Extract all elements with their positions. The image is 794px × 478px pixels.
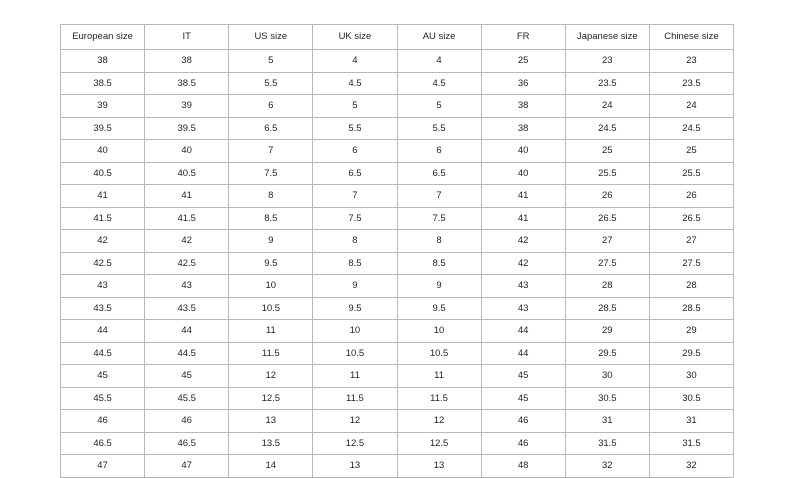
table-cell: 4.5 bbox=[397, 72, 481, 95]
table-cell: 41 bbox=[481, 185, 565, 208]
table-cell: 26.5 bbox=[649, 207, 733, 230]
table-cell: 40 bbox=[145, 140, 229, 163]
table-cell: 47 bbox=[145, 455, 229, 478]
table-cell: 30 bbox=[649, 365, 733, 388]
table-cell: 11.5 bbox=[397, 387, 481, 410]
table-cell: 8.5 bbox=[313, 252, 397, 275]
table-cell: 5 bbox=[397, 95, 481, 118]
table-cell: 26 bbox=[649, 185, 733, 208]
table-cell: 8.5 bbox=[229, 207, 313, 230]
table-cell: 40 bbox=[481, 162, 565, 185]
table-cell: 41 bbox=[145, 185, 229, 208]
table-cell: 31.5 bbox=[565, 432, 649, 455]
table-cell: 42 bbox=[61, 230, 145, 253]
table-cell: 41.5 bbox=[145, 207, 229, 230]
table-header-row bbox=[61, 25, 734, 50]
table-cell: 14 bbox=[229, 455, 313, 478]
table-cell: 13.5 bbox=[229, 432, 313, 455]
table-cell: 45.5 bbox=[145, 387, 229, 410]
table-cell: 38 bbox=[481, 117, 565, 140]
column-header: European size bbox=[61, 25, 145, 50]
column-header: AU size bbox=[397, 25, 481, 50]
table-cell: 12.5 bbox=[313, 432, 397, 455]
table-cell: 9.5 bbox=[397, 297, 481, 320]
table-cell: 44 bbox=[61, 320, 145, 343]
table-cell: 11 bbox=[397, 365, 481, 388]
column-header: FR bbox=[481, 25, 565, 50]
table-cell: 46 bbox=[61, 410, 145, 433]
table-cell: 7 bbox=[229, 140, 313, 163]
table-row bbox=[61, 185, 734, 208]
table-cell: 36 bbox=[481, 72, 565, 95]
table-cell: 39 bbox=[61, 95, 145, 118]
table-cell: 32 bbox=[649, 455, 733, 478]
table-row bbox=[61, 342, 734, 365]
table-cell: 10.5 bbox=[397, 342, 481, 365]
table-cell: 24.5 bbox=[649, 117, 733, 140]
table-cell: 45 bbox=[481, 365, 565, 388]
table-cell: 4 bbox=[313, 50, 397, 73]
table-cell: 43 bbox=[481, 297, 565, 320]
table-row bbox=[61, 252, 734, 275]
table-header bbox=[61, 25, 734, 50]
table-row bbox=[61, 410, 734, 433]
column-header: Japanese size bbox=[565, 25, 649, 50]
table-cell: 28 bbox=[649, 275, 733, 298]
table-cell: 10 bbox=[397, 320, 481, 343]
table-cell: 24 bbox=[565, 95, 649, 118]
table-cell: 27 bbox=[565, 230, 649, 253]
table-cell: 29.5 bbox=[649, 342, 733, 365]
table-cell: 46.5 bbox=[61, 432, 145, 455]
table-row bbox=[61, 72, 734, 95]
table-row bbox=[61, 207, 734, 230]
table-cell: 7.5 bbox=[313, 207, 397, 230]
table-cell: 44 bbox=[481, 342, 565, 365]
table-cell: 42 bbox=[481, 252, 565, 275]
table-cell: 43 bbox=[481, 275, 565, 298]
table-cell: 30 bbox=[565, 365, 649, 388]
table-cell: 12.5 bbox=[397, 432, 481, 455]
table-cell: 45.5 bbox=[61, 387, 145, 410]
table-row bbox=[61, 230, 734, 253]
table-cell: 10 bbox=[313, 320, 397, 343]
table-cell: 40 bbox=[481, 140, 565, 163]
table-cell: 46 bbox=[481, 410, 565, 433]
table-cell: 29.5 bbox=[565, 342, 649, 365]
table-cell: 45 bbox=[481, 387, 565, 410]
table-cell: 25.5 bbox=[649, 162, 733, 185]
table-cell: 43.5 bbox=[61, 297, 145, 320]
table-cell: 27.5 bbox=[649, 252, 733, 275]
table-row bbox=[61, 140, 734, 163]
table-cell: 39.5 bbox=[145, 117, 229, 140]
table-cell: 47 bbox=[61, 455, 145, 478]
table-cell: 46 bbox=[145, 410, 229, 433]
table-cell: 9 bbox=[397, 275, 481, 298]
table-row bbox=[61, 95, 734, 118]
table-cell: 30.5 bbox=[649, 387, 733, 410]
column-header: Chinese size bbox=[649, 25, 733, 50]
table-cell: 45 bbox=[145, 365, 229, 388]
table-cell: 6 bbox=[397, 140, 481, 163]
table-cell: 26 bbox=[565, 185, 649, 208]
table-cell: 42.5 bbox=[145, 252, 229, 275]
table-cell: 4.5 bbox=[313, 72, 397, 95]
table-cell: 42 bbox=[145, 230, 229, 253]
table-cell: 6 bbox=[313, 140, 397, 163]
table-cell: 25 bbox=[565, 140, 649, 163]
table-cell: 5 bbox=[313, 95, 397, 118]
table-cell: 10.5 bbox=[313, 342, 397, 365]
table-row bbox=[61, 162, 734, 185]
column-header: US size bbox=[229, 25, 313, 50]
table-cell: 46 bbox=[481, 432, 565, 455]
size-chart-container bbox=[60, 24, 734, 478]
table-cell: 25 bbox=[649, 140, 733, 163]
table-row bbox=[61, 275, 734, 298]
table-cell: 25 bbox=[481, 50, 565, 73]
table-cell: 31 bbox=[649, 410, 733, 433]
table-cell: 44.5 bbox=[61, 342, 145, 365]
table-row bbox=[61, 365, 734, 388]
table-cell: 11.5 bbox=[229, 342, 313, 365]
table-cell: 41.5 bbox=[61, 207, 145, 230]
table-cell: 40.5 bbox=[61, 162, 145, 185]
table-cell: 41 bbox=[481, 207, 565, 230]
table-cell: 38 bbox=[61, 50, 145, 73]
table-cell: 23.5 bbox=[565, 72, 649, 95]
table-cell: 6.5 bbox=[397, 162, 481, 185]
table-row bbox=[61, 320, 734, 343]
table-cell: 43 bbox=[145, 275, 229, 298]
table-cell: 10 bbox=[229, 275, 313, 298]
table-cell: 24.5 bbox=[565, 117, 649, 140]
table-cell: 31 bbox=[565, 410, 649, 433]
table-cell: 7 bbox=[313, 185, 397, 208]
table-cell: 23 bbox=[565, 50, 649, 73]
table-cell: 45 bbox=[61, 365, 145, 388]
table-cell: 7 bbox=[397, 185, 481, 208]
table-cell: 40.5 bbox=[145, 162, 229, 185]
table-cell: 28.5 bbox=[649, 297, 733, 320]
table-cell: 38.5 bbox=[145, 72, 229, 95]
table-cell: 42.5 bbox=[61, 252, 145, 275]
table-cell: 7.5 bbox=[397, 207, 481, 230]
table-cell: 12 bbox=[313, 410, 397, 433]
table-cell: 9 bbox=[313, 275, 397, 298]
table-cell: 23 bbox=[649, 50, 733, 73]
table-cell: 29 bbox=[565, 320, 649, 343]
table-cell: 27.5 bbox=[565, 252, 649, 275]
table-cell: 43.5 bbox=[145, 297, 229, 320]
table-cell: 27 bbox=[649, 230, 733, 253]
table-cell: 25.5 bbox=[565, 162, 649, 185]
table-cell: 8 bbox=[313, 230, 397, 253]
table-cell: 23.5 bbox=[649, 72, 733, 95]
table-cell: 46.5 bbox=[145, 432, 229, 455]
table-cell: 12 bbox=[229, 365, 313, 388]
table-cell: 40 bbox=[61, 140, 145, 163]
table-cell: 9.5 bbox=[229, 252, 313, 275]
table-cell: 4 bbox=[397, 50, 481, 73]
table-cell: 5.5 bbox=[313, 117, 397, 140]
table-cell: 13 bbox=[229, 410, 313, 433]
table-cell: 5 bbox=[229, 50, 313, 73]
table-body bbox=[61, 50, 734, 478]
table-cell: 43 bbox=[61, 275, 145, 298]
table-cell: 13 bbox=[313, 455, 397, 478]
table-row bbox=[61, 387, 734, 410]
table-cell: 10.5 bbox=[229, 297, 313, 320]
table-cell: 9.5 bbox=[313, 297, 397, 320]
table-cell: 31.5 bbox=[649, 432, 733, 455]
table-cell: 48 bbox=[481, 455, 565, 478]
table-cell: 26.5 bbox=[565, 207, 649, 230]
table-cell: 6.5 bbox=[313, 162, 397, 185]
column-header: UK size bbox=[313, 25, 397, 50]
table-cell: 44.5 bbox=[145, 342, 229, 365]
table-cell: 13 bbox=[397, 455, 481, 478]
shoe-size-conversion-table bbox=[60, 24, 734, 478]
table-cell: 44 bbox=[481, 320, 565, 343]
column-header: IT bbox=[145, 25, 229, 50]
table-cell: 28.5 bbox=[565, 297, 649, 320]
table-cell: 8.5 bbox=[397, 252, 481, 275]
table-cell: 24 bbox=[649, 95, 733, 118]
table-cell: 12.5 bbox=[229, 387, 313, 410]
table-cell: 11.5 bbox=[313, 387, 397, 410]
table-cell: 7.5 bbox=[229, 162, 313, 185]
table-cell: 6.5 bbox=[229, 117, 313, 140]
table-row bbox=[61, 297, 734, 320]
table-cell: 12 bbox=[397, 410, 481, 433]
table-cell: 39 bbox=[145, 95, 229, 118]
table-cell: 5.5 bbox=[397, 117, 481, 140]
table-cell: 41 bbox=[61, 185, 145, 208]
table-row bbox=[61, 455, 734, 478]
table-cell: 11 bbox=[313, 365, 397, 388]
table-cell: 38.5 bbox=[61, 72, 145, 95]
table-row bbox=[61, 432, 734, 455]
table-cell: 39.5 bbox=[61, 117, 145, 140]
table-cell: 29 bbox=[649, 320, 733, 343]
table-row bbox=[61, 117, 734, 140]
table-row bbox=[61, 50, 734, 73]
table-cell: 32 bbox=[565, 455, 649, 478]
table-cell: 38 bbox=[481, 95, 565, 118]
table-cell: 30.5 bbox=[565, 387, 649, 410]
table-cell: 6 bbox=[229, 95, 313, 118]
table-cell: 38 bbox=[145, 50, 229, 73]
table-cell: 5.5 bbox=[229, 72, 313, 95]
table-cell: 28 bbox=[565, 275, 649, 298]
table-cell: 42 bbox=[481, 230, 565, 253]
table-cell: 44 bbox=[145, 320, 229, 343]
table-cell: 8 bbox=[397, 230, 481, 253]
table-cell: 8 bbox=[229, 185, 313, 208]
table-cell: 9 bbox=[229, 230, 313, 253]
table-cell: 11 bbox=[229, 320, 313, 343]
